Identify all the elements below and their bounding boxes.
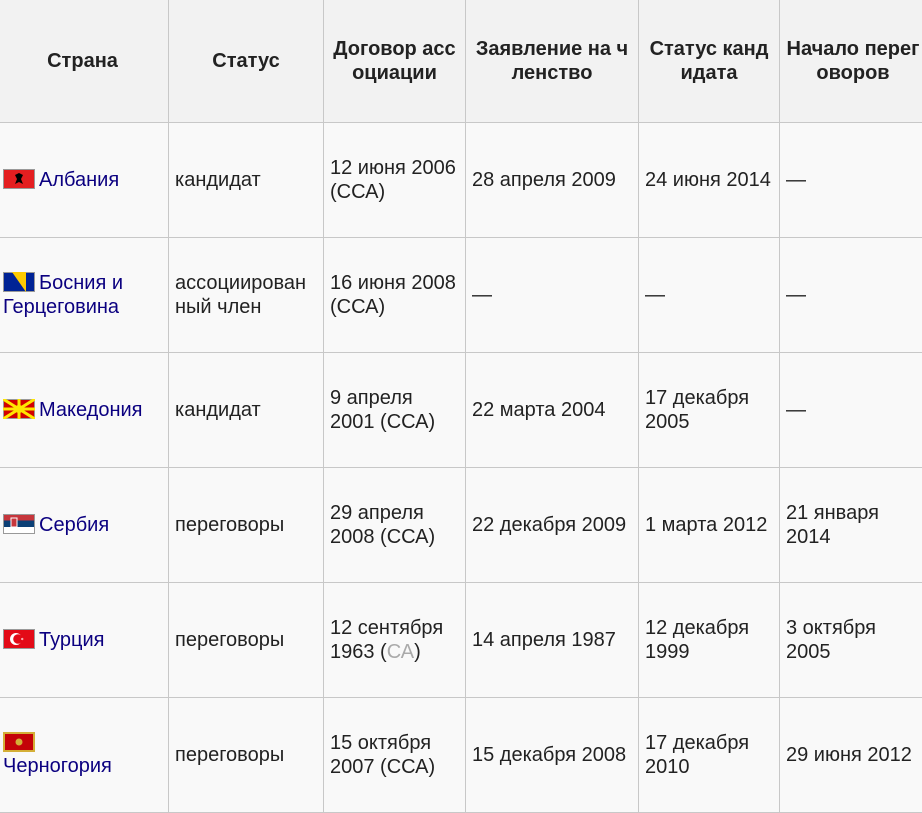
status-cell: ассоциированный член [169,238,324,353]
country-link-macedonia[interactable]: Македония [39,399,143,421]
candidate-cell: 1 марта 2012 [639,468,780,583]
country-link-montenegro[interactable]: Черногория [3,755,112,777]
candidate-cell: 17 декабря 2005 [639,353,780,468]
country-cell [0,353,169,468]
header-country: Страна [0,0,169,123]
agreement-cell: 12 июня 2006 (ССА) [324,123,466,238]
agreement-text: 12 сентября 1963 ( [330,617,443,663]
albania-flag-icon [3,169,35,189]
application-cell: 22 декабря 2009 [466,468,639,583]
negotiations-cell: 29 июня 2012 [780,698,922,813]
candidate-cell: 24 июня 2014 [639,123,780,238]
negotiations-cell: — [780,353,922,468]
country-cell [0,468,169,583]
candidate-cell: 17 декабря 2010 [639,698,780,813]
agreement-cell: 15 октября 2007 (ССА) [324,698,466,813]
agreement-cell: 29 апреля 2008 (ССА) [324,468,466,583]
application-cell: — [466,238,639,353]
status-cell: переговоры [169,698,324,813]
negotiations-cell: — [780,238,922,353]
negotiations-cell: 21 января 2014 [780,468,922,583]
application-cell: 28 апреля 2009 [466,123,639,238]
country-link-serbia[interactable]: Сербия [39,514,109,536]
agreement-sa: СА [387,641,414,663]
country-link-bosnia[interactable]: Босния и [39,272,123,294]
header-agreement: Договор ассоциации [324,0,466,123]
header-negotiations: Начало переговоров [780,0,922,123]
negotiations-cell: 3 октября 2005 [780,583,922,698]
country-link-turkey[interactable]: Турция [39,629,104,651]
country-cell [0,238,169,353]
table-row [0,698,922,813]
agreement-close: ) [414,641,421,663]
status-cell: переговоры [169,468,324,583]
candidate-cell: — [639,238,780,353]
agreement-cell [324,583,466,698]
negotiations-cell: — [780,123,922,238]
bosnia-flag-icon [3,272,35,292]
table-row [0,353,922,468]
agreement-cell: 16 июня 2008 (ССА) [324,238,466,353]
country-link-albania[interactable]: Албания [39,169,119,191]
candidate-cell: 12 декабря 1999 [639,583,780,698]
application-cell: 15 декабря 2008 [466,698,639,813]
country-cell [0,698,169,813]
country-cell [0,583,169,698]
macedonia-flag-icon [3,399,35,419]
header-application: Заявление на членство [466,0,639,123]
country-link-bosnia-line2[interactable]: Герцеговина [3,296,119,318]
table-row [0,583,922,698]
serbia-flag-icon [3,514,35,534]
application-cell: 22 марта 2004 [466,353,639,468]
table-row [0,238,922,353]
status-cell: переговоры [169,583,324,698]
country-cell [0,123,169,238]
status-cell: кандидат [169,353,324,468]
header-status: Статус [169,0,324,123]
table-row [0,123,922,238]
montenegro-flag-icon [3,732,35,752]
status-cell: кандидат [169,123,324,238]
turkey-flag-icon [3,629,35,649]
agreement-cell: 9 апреля 2001 (ССА) [324,353,466,468]
header-candidate: Статус кандидата [639,0,780,123]
application-cell: 14 апреля 1987 [466,583,639,698]
table-row [0,468,922,583]
header-row [0,0,922,123]
